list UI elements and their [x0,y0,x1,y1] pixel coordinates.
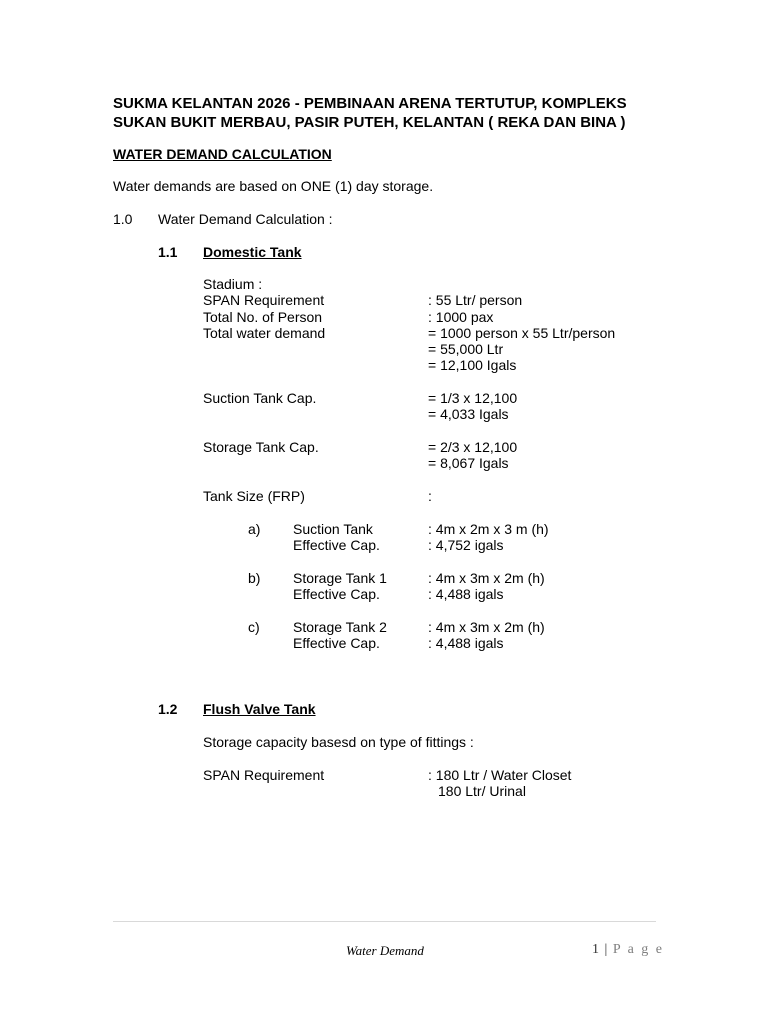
tank-item-name: Suction Tank [293,521,373,537]
stadium-label: Stadium : [203,276,263,292]
suction-tank-cap-value-2: = 4,033 Igals [428,406,509,422]
tank-item-size: : 4m x 2m x 3 m (h) [428,521,549,537]
storage-tank-cap-value-1: = 2/3 x 12,100 [428,439,518,455]
tank-item-letter: a) [248,521,261,537]
tank-item-effective-value: : 4,752 igals [428,537,504,553]
tank-item-size: : 4m x 3m x 2m (h) [428,570,545,586]
subsection-1-1-title: Domestic Tank [203,244,302,260]
tank-item-name: Storage Tank 2 [293,619,387,635]
subsection-1-2-title: Flush Valve Tank [203,701,316,717]
flush-span-requirement-value-2: 180 Ltr/ Urinal [438,783,526,799]
doc-title-line2: SUKAN BUKIT MERBAU, PASIR PUTEH, KELANTAN ( REKA DAN BINA ) [113,114,626,131]
tank-item-effective-label: Effective Cap. [293,586,380,602]
tank-item-effective-value: : 4,488 igals [428,586,504,602]
tank-item-size: : 4m x 3m x 2m (h) [428,619,545,635]
tank-size-value: : [428,488,432,504]
footer-divider [113,921,656,922]
doc-subtitle: WATER DEMAND CALCULATION [113,146,332,162]
tank-item-effective-label: Effective Cap. [293,635,380,651]
tank-item-effective-label: Effective Cap. [293,537,380,553]
doc-title-line1: SUKMA KELANTAN 2026 - PEMBINAAN ARENA TERTUTUP, KOMPLEKS [113,95,627,112]
span-requirement-value: : 55 Ltr/ person [428,292,523,308]
total-demand-label: Total water demand [203,325,326,341]
total-demand-value-1: = 1000 person x 55 Ltr/person [428,325,616,341]
page-word: P a g e [612,942,665,957]
storage-tank-cap-value-2: = 8,067 Igals [428,455,509,471]
tank-item-name: Storage Tank 1 [293,570,387,586]
total-persons-label: Total No. of Person [203,309,323,325]
suction-tank-cap-value-1: = 1/3 x 12,100 [428,390,518,406]
flush-span-requirement-value-1: : 180 Ltr / Water Closet [428,767,572,783]
section-number: 1.0 [113,211,133,227]
span-requirement-label: SPAN Requirement [203,292,325,308]
tank-size-label: Tank Size (FRP) [203,488,305,504]
total-demand-value-2: = 55,000 Ltr [428,341,504,357]
intro-text: Water demands are based on ONE (1) day storage. [113,178,434,194]
flush-span-requirement-label: SPAN Requirement [203,767,325,783]
page-number: 1 [592,942,600,957]
tank-item-letter: b) [248,570,261,586]
tank-item-effective-value: : 4,488 igals [428,635,504,651]
page-number-indicator [592,942,664,958]
footer-title: Water Demand [346,943,424,958]
subsection-1-2-number: 1.2 [158,701,178,717]
total-demand-value-3: = 12,100 Igals [428,357,517,373]
total-persons-value: : 1000 pax [428,309,494,325]
suction-tank-cap-label: Suction Tank Cap. [203,390,317,406]
page-separator: | [604,942,609,957]
storage-tank-cap-label: Storage Tank Cap. [203,439,319,455]
section-title: Water Demand Calculation : [158,211,333,227]
storage-capacity-intro: Storage capacity basesd on type of fittings : [203,734,474,750]
subsection-1-1-number: 1.1 [158,244,178,260]
tank-item-letter: c) [248,619,260,635]
